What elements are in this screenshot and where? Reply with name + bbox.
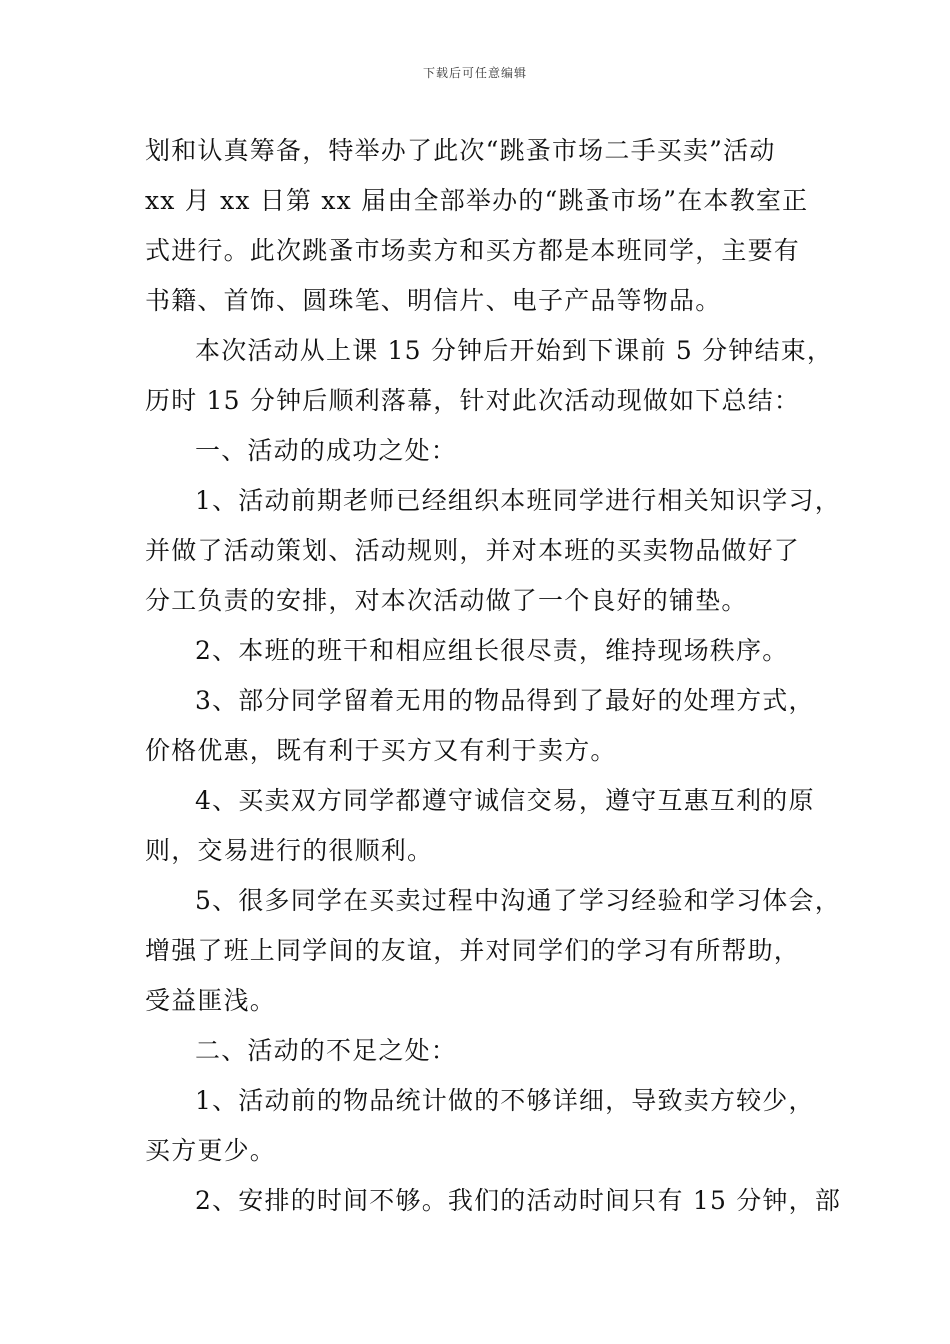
body-line: 式进行。此次跳蚤市场卖方和买方都是本班同学，主要有 [145, 236, 801, 265]
list-item-first-line: 4、买卖双方同学都遵守诚信交易，遵守互惠互利的原 [195, 786, 815, 815]
section-heading: 一、活动的成功之处： [195, 436, 458, 465]
paragraph-first-line: 本次活动从上课 15 分钟后开始到下课前 5 分钟结束， [195, 336, 834, 365]
body-line: 受益匪浅。 [145, 986, 277, 1015]
body-line: 价格优惠，既有利于买方又有利于卖方。 [145, 736, 617, 765]
body-line: 则，交易进行的很顺利。 [145, 836, 434, 865]
body-line: 增强了班上同学间的友谊，并对同学们的学习有所帮助， [145, 936, 801, 965]
body-line: xx 月 xx 日第 xx 届由全部举办的“跳蚤市场”在本教室正 [145, 186, 809, 215]
list-item-first-line: 2、安排的时间不够。我们的活动时间只有 15 分钟，部 [195, 1186, 842, 1215]
body-line: 历时 15 分钟后顺利落幕，针对此次活动现做如下总结： [145, 386, 801, 415]
body-line: 分工负责的安排，对本次活动做了一个良好的铺垫。 [145, 586, 748, 615]
header-note: 下载后可任意编辑 [422, 66, 527, 80]
body-line: 划和认真筹备，特举办了此次“跳蚤市场二手买卖”活动 [145, 136, 776, 165]
list-item-first-line: 3、部分同学留着无用的物品得到了最好的处理方式， [195, 686, 815, 715]
list-item-first-line: 1、活动前期老师已经组织本班同学进行相关知识学习， [195, 486, 841, 515]
section-heading: 二、活动的不足之处： [195, 1036, 458, 1065]
body-line: 书籍、首饰、圆珠笔、明信片、电子产品等物品。 [145, 286, 722, 315]
list-item-first-line: 1、活动前的物品统计做的不够详细，导致卖方较少， [195, 1086, 815, 1115]
body-line: 买方更少。 [145, 1136, 277, 1165]
list-item-first-line: 2、本班的班干和相应组长很尽责，维持现场秩序。 [195, 636, 789, 665]
body-line: 并做了活动策划、活动规则，并对本班的买卖物品做好了 [145, 536, 801, 565]
list-item-first-line: 5、很多同学在买卖过程中沟通了学习经验和学习体会， [195, 886, 841, 915]
